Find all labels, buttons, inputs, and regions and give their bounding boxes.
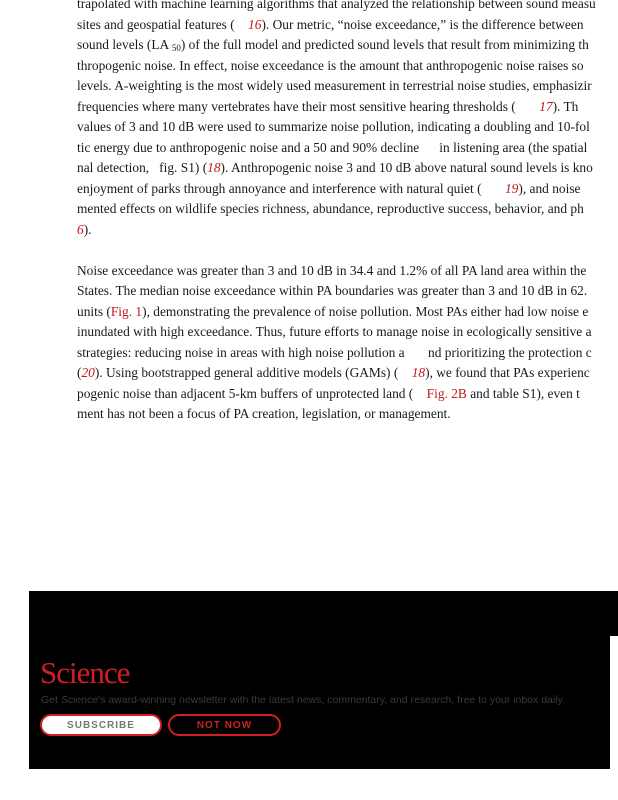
article-body (77, 0, 618, 445)
text-line: sound levels (LA $_{50}$) of the full model and predicted sound levels that result from minimizing th (77, 37, 589, 53)
text-line: nal detection, fig. S1) (18). Anthropogenic noise 3 and 10 dB above natural sound levels is kno (77, 160, 593, 175)
reference-link[interactable]: 18 (207, 160, 221, 175)
newsletter-banner (29, 591, 618, 769)
text-line: inundated with high exceedance. Thus, future efforts to manage noise in ecologically sensitive a (77, 324, 592, 339)
reference-link[interactable]: 16 (248, 16, 262, 32)
text-line: pogenic noise than adjacent 5-km buffers of unprotected land ( Fig. 2B and table S1), even t (77, 385, 580, 401)
text-line: frequencies where many vertebrates have their most sensitive hearing thresholds ( 17). Th (77, 98, 579, 114)
reference-link[interactable]: 20 (81, 365, 95, 380)
text-line: ment has not been a focus of PA creation, legislation, or management. (77, 406, 451, 421)
paragraph-2 (77, 261, 618, 425)
text-line: sites and geospatial features ( 16). Our metric, “noise exceedance,” is the difference between (77, 16, 584, 32)
text-line: enjoyment of parks through annoyance and interference with natural quiet ( 19), and noise (77, 180, 581, 196)
reference-link[interactable]: 6 (77, 221, 84, 237)
text-line: thropogenic noise. In effect, noise exceedance is the amount that anthropogenic noise raises so (77, 57, 584, 73)
banner-edge (610, 636, 618, 769)
figure-link[interactable]: Fig. 1 (110, 303, 143, 319)
subscribe-button[interactable]: SUBSCRIBE (40, 714, 162, 736)
not-now-button[interactable]: NOT NOW (168, 714, 281, 736)
text-line: levels. A-weighting is the most widely used measurement in terrestrial noise studies, emphasizir (77, 78, 592, 93)
text-line: values of 3 and 10 dB were used to summarize noise pollution, indicating a doubling and 10-fol (77, 119, 590, 134)
text-line: States. The median noise exceedance within PA boundaries was greater than 3 and 10 dB in 62. (77, 283, 588, 298)
figure-link[interactable]: Fig. 2B (426, 385, 467, 401)
text-line: 6). (77, 221, 92, 237)
text-line: units (Fig. 1), demonstrating the prevalence of noise pollution. Most PAs either had low noise e (77, 303, 589, 319)
reference-link[interactable]: 19 (504, 180, 519, 196)
science-logo: Science (40, 655, 130, 690)
reference-link[interactable]: 18 (411, 365, 426, 380)
text-line: strategies: reducing noise in areas with high noise pollution a nd prioritizing the protection c (77, 344, 592, 360)
reference-link[interactable]: 17 (539, 98, 553, 114)
text-line: mented effects on wildlife species richness, abundance, reproductive success, behavior, and ph (77, 201, 584, 216)
text-line: trapolated with machine learning algorithms that analyzed the relationship between sound measu (77, 0, 596, 11)
text-line: tic energy due to anthropogenic noise and a 50 and 90% decline in listening area (the spatial (77, 139, 588, 155)
text-line: (20). Using bootstrapped general additive models (GAMs) ( 18), we found that PAs experienc (77, 365, 590, 380)
text-line: Noise exceedance was greater than 3 and 10 dB in 34.4 and 1.2% of all PA land area within the (77, 262, 587, 278)
newsletter-tagline: Get Science's award-winning newsletter with the latest news, commentary, and research, free to your inbox daily. (41, 694, 565, 706)
paragraph-1 (77, 0, 618, 240)
